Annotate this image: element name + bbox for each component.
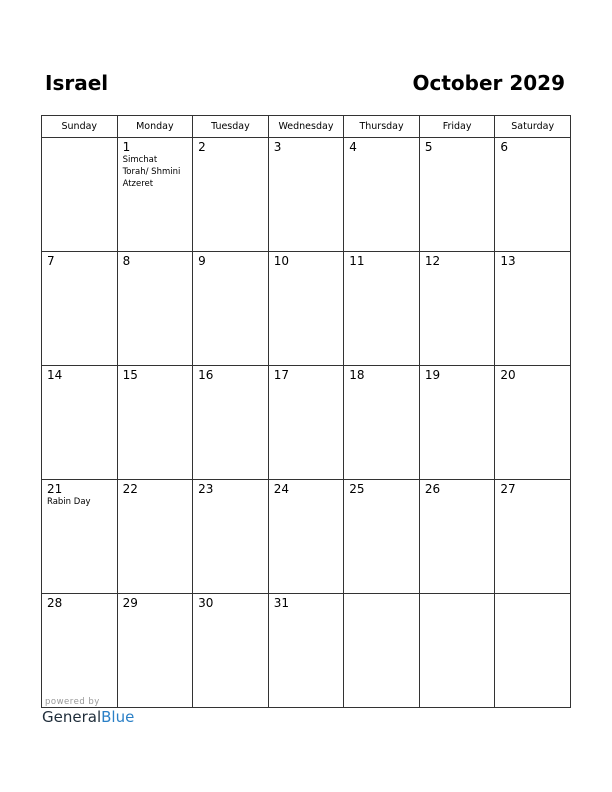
holiday-label: Rabin Day xyxy=(47,497,91,507)
day-cell xyxy=(268,594,344,708)
week-row xyxy=(42,252,571,366)
powered-by-text: powered by xyxy=(45,697,100,707)
brand-blue-text: Blue xyxy=(101,708,135,726)
day-number: 23 xyxy=(198,482,214,496)
day-cell xyxy=(344,366,420,480)
calendar-grid xyxy=(41,115,571,708)
day-cell xyxy=(193,366,269,480)
weekday-wednesday: Wednesday xyxy=(268,116,344,138)
day-cell xyxy=(419,138,495,252)
day-number: 11 xyxy=(349,254,365,268)
day-cell xyxy=(344,594,420,708)
generalblue-logo xyxy=(42,708,134,726)
day-number: 3 xyxy=(273,140,282,154)
day-cell xyxy=(117,138,193,252)
day-cell xyxy=(419,480,495,594)
day-number: 30 xyxy=(198,596,214,610)
day-number: 18 xyxy=(349,368,365,382)
day-cell xyxy=(117,480,193,594)
day-number: 4 xyxy=(349,140,357,154)
day-number: 2 xyxy=(198,140,206,154)
week-row xyxy=(42,594,571,708)
weekday-friday: Friday xyxy=(419,116,495,138)
day-cell xyxy=(495,594,571,708)
day-number: 16 xyxy=(198,368,214,382)
day-number: 5 xyxy=(424,140,433,154)
day-number: 10 xyxy=(273,254,289,268)
day-cell xyxy=(193,480,269,594)
day-cell xyxy=(42,138,118,252)
brand-general-text: General xyxy=(42,708,102,726)
weekday-tuesday: Tuesday xyxy=(193,116,269,138)
weekday-monday: Monday xyxy=(117,116,193,138)
country-title: Israel xyxy=(45,71,109,95)
day-cell xyxy=(117,594,193,708)
day-cell xyxy=(42,366,118,480)
day-cell xyxy=(42,252,118,366)
day-cell xyxy=(42,594,118,708)
day-cell xyxy=(344,252,420,366)
day-cell xyxy=(193,138,269,252)
day-number: 31 xyxy=(273,596,289,610)
day-number: 15 xyxy=(122,368,138,382)
day-number: 1 xyxy=(122,140,131,154)
day-number: 6 xyxy=(500,140,509,154)
day-number: 8 xyxy=(122,254,131,268)
day-number: 7 xyxy=(47,254,55,268)
day-cell xyxy=(193,252,269,366)
day-cell xyxy=(268,366,344,480)
day-number: 20 xyxy=(500,368,516,382)
day-cell xyxy=(419,594,495,708)
day-number: 9 xyxy=(198,254,206,268)
day-cell xyxy=(268,252,344,366)
day-cell xyxy=(344,138,420,252)
day-number: 14 xyxy=(47,368,63,382)
day-cell xyxy=(344,480,420,594)
day-number: 29 xyxy=(122,596,138,610)
day-cell xyxy=(193,594,269,708)
day-cell xyxy=(268,138,344,252)
day-cell xyxy=(495,138,571,252)
day-number: 19 xyxy=(424,368,441,382)
day-number: 27 xyxy=(500,482,516,496)
day-number: 17 xyxy=(273,368,289,382)
day-number: 24 xyxy=(273,482,289,496)
week-row xyxy=(42,138,571,252)
day-number: 22 xyxy=(122,482,138,496)
week-row xyxy=(42,366,571,480)
day-cell xyxy=(419,366,495,480)
day-cell xyxy=(495,252,571,366)
day-number: 26 xyxy=(424,482,441,496)
day-cell xyxy=(495,366,571,480)
month-year-title: October 2029 xyxy=(412,71,565,95)
weekday-header-row xyxy=(42,116,571,138)
day-cell xyxy=(419,252,495,366)
day-number: 12 xyxy=(424,254,441,268)
week-row xyxy=(42,480,571,594)
day-cell xyxy=(42,480,118,594)
day-cell xyxy=(117,252,193,366)
day-number: 28 xyxy=(47,596,63,610)
weekday-sunday: Sunday xyxy=(42,116,118,138)
day-cell xyxy=(495,480,571,594)
day-cell xyxy=(268,480,344,594)
day-number: 13 xyxy=(500,254,516,268)
day-number: 21 xyxy=(47,482,63,496)
day-cell xyxy=(117,366,193,480)
weekday-thursday: Thursday xyxy=(344,116,420,138)
weekday-saturday: Saturday xyxy=(495,116,571,138)
holiday-label: Simchat Torah/ Shmini Atzeret xyxy=(122,155,181,189)
day-number: 25 xyxy=(349,482,365,496)
